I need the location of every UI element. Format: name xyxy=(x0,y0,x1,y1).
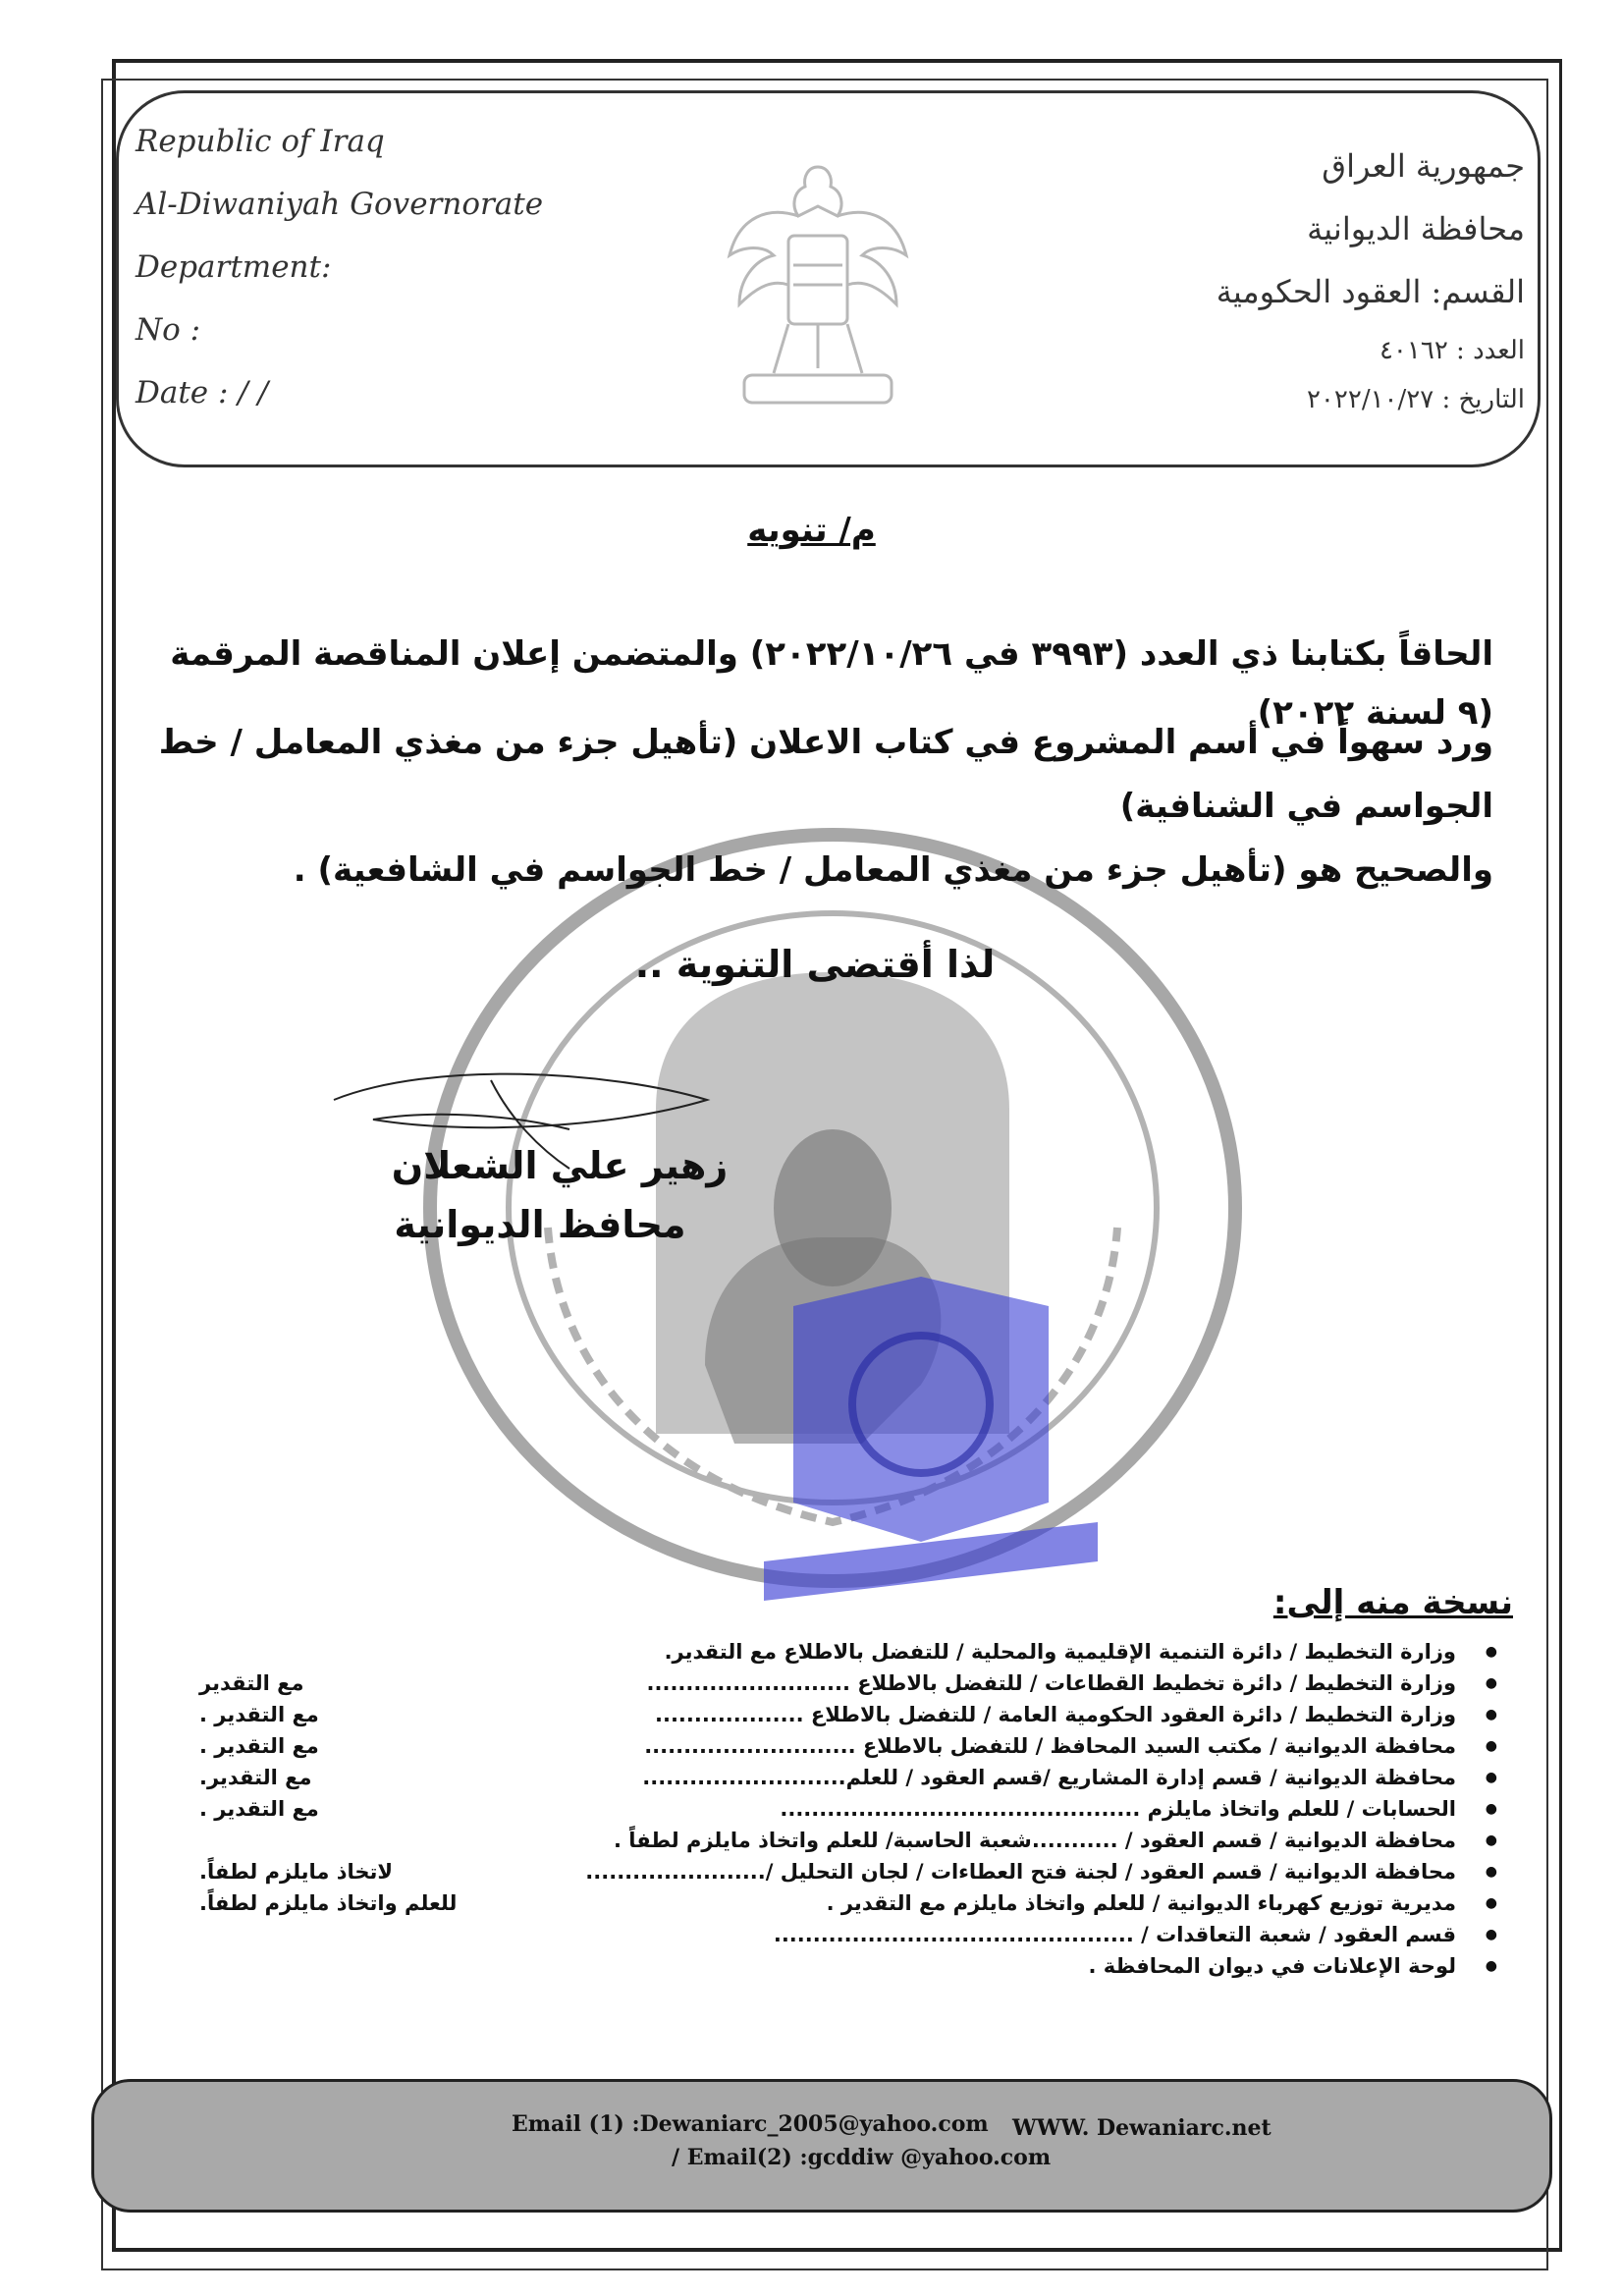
distribution-item: ● مديرية توزيع كهرباء الديوانية / للعلم واتخاذ مايلزم مع التقدير . للعلم واتخاذ مايلزم لطفاً. xyxy=(199,1887,1505,1919)
distribution-item: ● محافظة الديوانية / قسم العقود / ...........شعبة الحاسبة/ للعلم واتخاذ مايلزم لطفاً . xyxy=(199,1825,1505,1856)
distribution-item: ● وزارة التخطيط / دائرة العقود الحكومية العامة / للتفضل بالاطلاع ................... مع التقدير . xyxy=(199,1699,1505,1730)
english-department: Department: xyxy=(135,249,332,285)
distribution-item: ● محافظة الديوانية / قسم العقود / لجنة فتح العطاءات / لجان التحليل /....................... لاتخاذ مايلزم لطفاً. xyxy=(199,1856,1505,1887)
distribution-item: ● وزارة التخطيط / دائرة تخطيط القطاعات / للتفضل بالاطلاع .......................... مع التقدير xyxy=(199,1667,1505,1699)
notice-line-1: الحاقاً بكتابنا ذي العدد (٣٩٩٣ في ٢٠٢٢/١٠/٢٦) والمتضمن إعلان المناقصة المرقمة xyxy=(170,634,1493,674)
notice-line-4: الجواسم في الشنافية) xyxy=(1119,787,1493,826)
english-number: No : xyxy=(135,312,201,348)
english-governorate: Al-Diwaniyah Governorate xyxy=(135,187,544,222)
distribution-item: ● محافظة الديوانية / قسم إدارة المشاريع /قسم العقود / للعلم.......................... مع التقدير. xyxy=(199,1762,1505,1793)
signatory-name: زهير علي الشعلان xyxy=(391,1144,729,1187)
distribution-item: ● لوحة الإعلانات في ديوان المحافظة . xyxy=(199,1950,1505,1982)
signatory-title: محافظ الديوانية xyxy=(394,1203,686,1246)
english-date: Date : / / xyxy=(135,375,269,410)
footer-website: WWW. Dewaniarc.net xyxy=(1012,2115,1271,2141)
notice-line-5: والصحيح هو (تأهيل جزء من مغذي المعامل / خط الجواسم في الشافعية) . xyxy=(293,850,1493,890)
arabic-department: القسم: العقود الحكومية xyxy=(1216,273,1525,310)
copies-heading: نسخة منه إلى: xyxy=(1272,1583,1513,1622)
distribution-list xyxy=(199,1636,1505,1982)
arabic-date: التاريخ : ٢٠٢٢/١٠/٢٧ xyxy=(1306,385,1525,414)
notice-line-3: ورد سهواً في أسم المشروع في كتاب الاعلان (تأهيل جزء من مغذي المعامل / خط xyxy=(158,723,1493,762)
english-letterhead xyxy=(135,124,543,438)
footer-contact-bar xyxy=(91,2079,1552,2213)
closing-line: لذا أقتضى التنوية .. xyxy=(634,943,996,986)
notice-title: م/ تنويه xyxy=(747,511,876,550)
arabic-letterhead xyxy=(1217,147,1525,434)
distribution-item: ● قسم العقود / شعبة التعاقدات / .............................................. xyxy=(199,1919,1505,1950)
arabic-number: العدد : ٤٠١٦٢ xyxy=(1379,336,1525,365)
footer-email-1: Email (1) :Dewaniarc_2005@yahoo.com xyxy=(512,2111,989,2137)
footer-email-2: / Email(2) :gcddiw @yahoo.com xyxy=(672,2145,1052,2170)
notice-line-2: (٩ لسنة ٢٠٢٢) xyxy=(1257,693,1493,733)
english-country: Republic of Iraq xyxy=(135,124,385,159)
distribution-item: ● الحسابات / للعلم واتخاذ مايلزم .............................................. مع التقدير . xyxy=(199,1793,1505,1825)
iraq-eagle-emblem xyxy=(715,147,921,412)
arabic-country: جمهورية العراق xyxy=(1322,147,1525,185)
distribution-item: ● محافظة الديوانية / مكتب السيد المحافظ / للتفضل بالاطلاع ........................... مع التقدير . xyxy=(199,1730,1505,1762)
arabic-governorate: محافظة الديوانية xyxy=(1307,210,1525,247)
distribution-item: ● وزارة التخطيط / دائرة التنمية الإقليمية والمحلية / للتفضل بالاطلاع مع التقدير. xyxy=(199,1636,1505,1667)
